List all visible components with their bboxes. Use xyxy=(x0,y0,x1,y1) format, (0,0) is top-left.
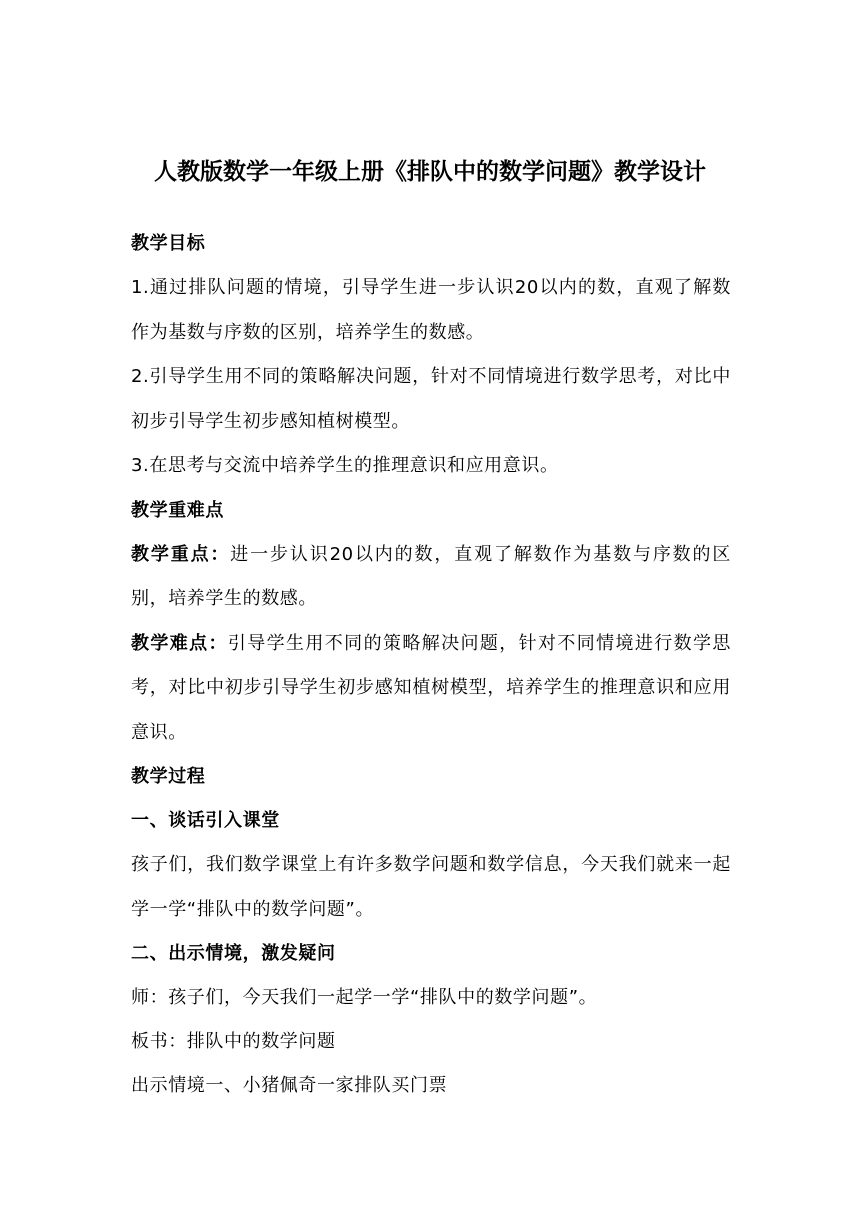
section2-heading: 二、出示情境，激发疑问 xyxy=(131,943,336,964)
difficulty-paragraph xyxy=(131,622,731,756)
section2-line-3: 出示情境一、小猪佩奇一家排队买门票 xyxy=(131,1075,448,1096)
goal-item-3: 3.在思考与交流中培养学生的推理意识和应用意识。 xyxy=(131,455,559,476)
document-title: 人教版数学一年级上册《排队中的数学问题》教学设计 xyxy=(154,159,706,185)
difficulty-text: 引导学生用不同的策略解决问题，针对不同情境进行数学思考，对比中初步引导学生初步感知植树模型，培养学生的推理意识和应用意识。 xyxy=(131,632,731,743)
goal-item-2: 2.引导学生用不同的策略解决问题，针对不同情境进行数学思考，对比中初步引导学生初步感知植树模型。 xyxy=(131,366,731,432)
section2-line-2: 板书：排队中的数学问题 xyxy=(131,1031,336,1052)
difficulty-label: 教学难点： xyxy=(131,632,228,654)
goals-heading: 教学目标 xyxy=(131,233,206,254)
focus-text: 进一步认识20以内的数，直观了解数作为基数与序数的区别，培养学生的数感。 xyxy=(131,543,731,609)
section2-line-1: 师：孩子们，今天我们一起学一学“排队中的数学问题”。 xyxy=(131,987,598,1008)
document-body xyxy=(131,222,731,1108)
goal-item-1: 1.通过排队问题的情境，引导学生进一步认识20以内的数，直观了解数作为基数与序数的区别，培养学生的数感。 xyxy=(131,277,731,343)
section1-heading: 一、谈话引入课堂 xyxy=(131,810,280,831)
focus-label: 教学重点： xyxy=(131,543,231,565)
section1-text: 孩子们，我们数学课堂上有许多数学问题和数学信息，今天我们就来一起学一学“排队中的数学问题”。 xyxy=(131,854,731,920)
focus-paragraph xyxy=(131,533,731,622)
key-points-heading: 教学重难点 xyxy=(131,499,224,521)
process-heading: 教学过程 xyxy=(131,766,206,787)
